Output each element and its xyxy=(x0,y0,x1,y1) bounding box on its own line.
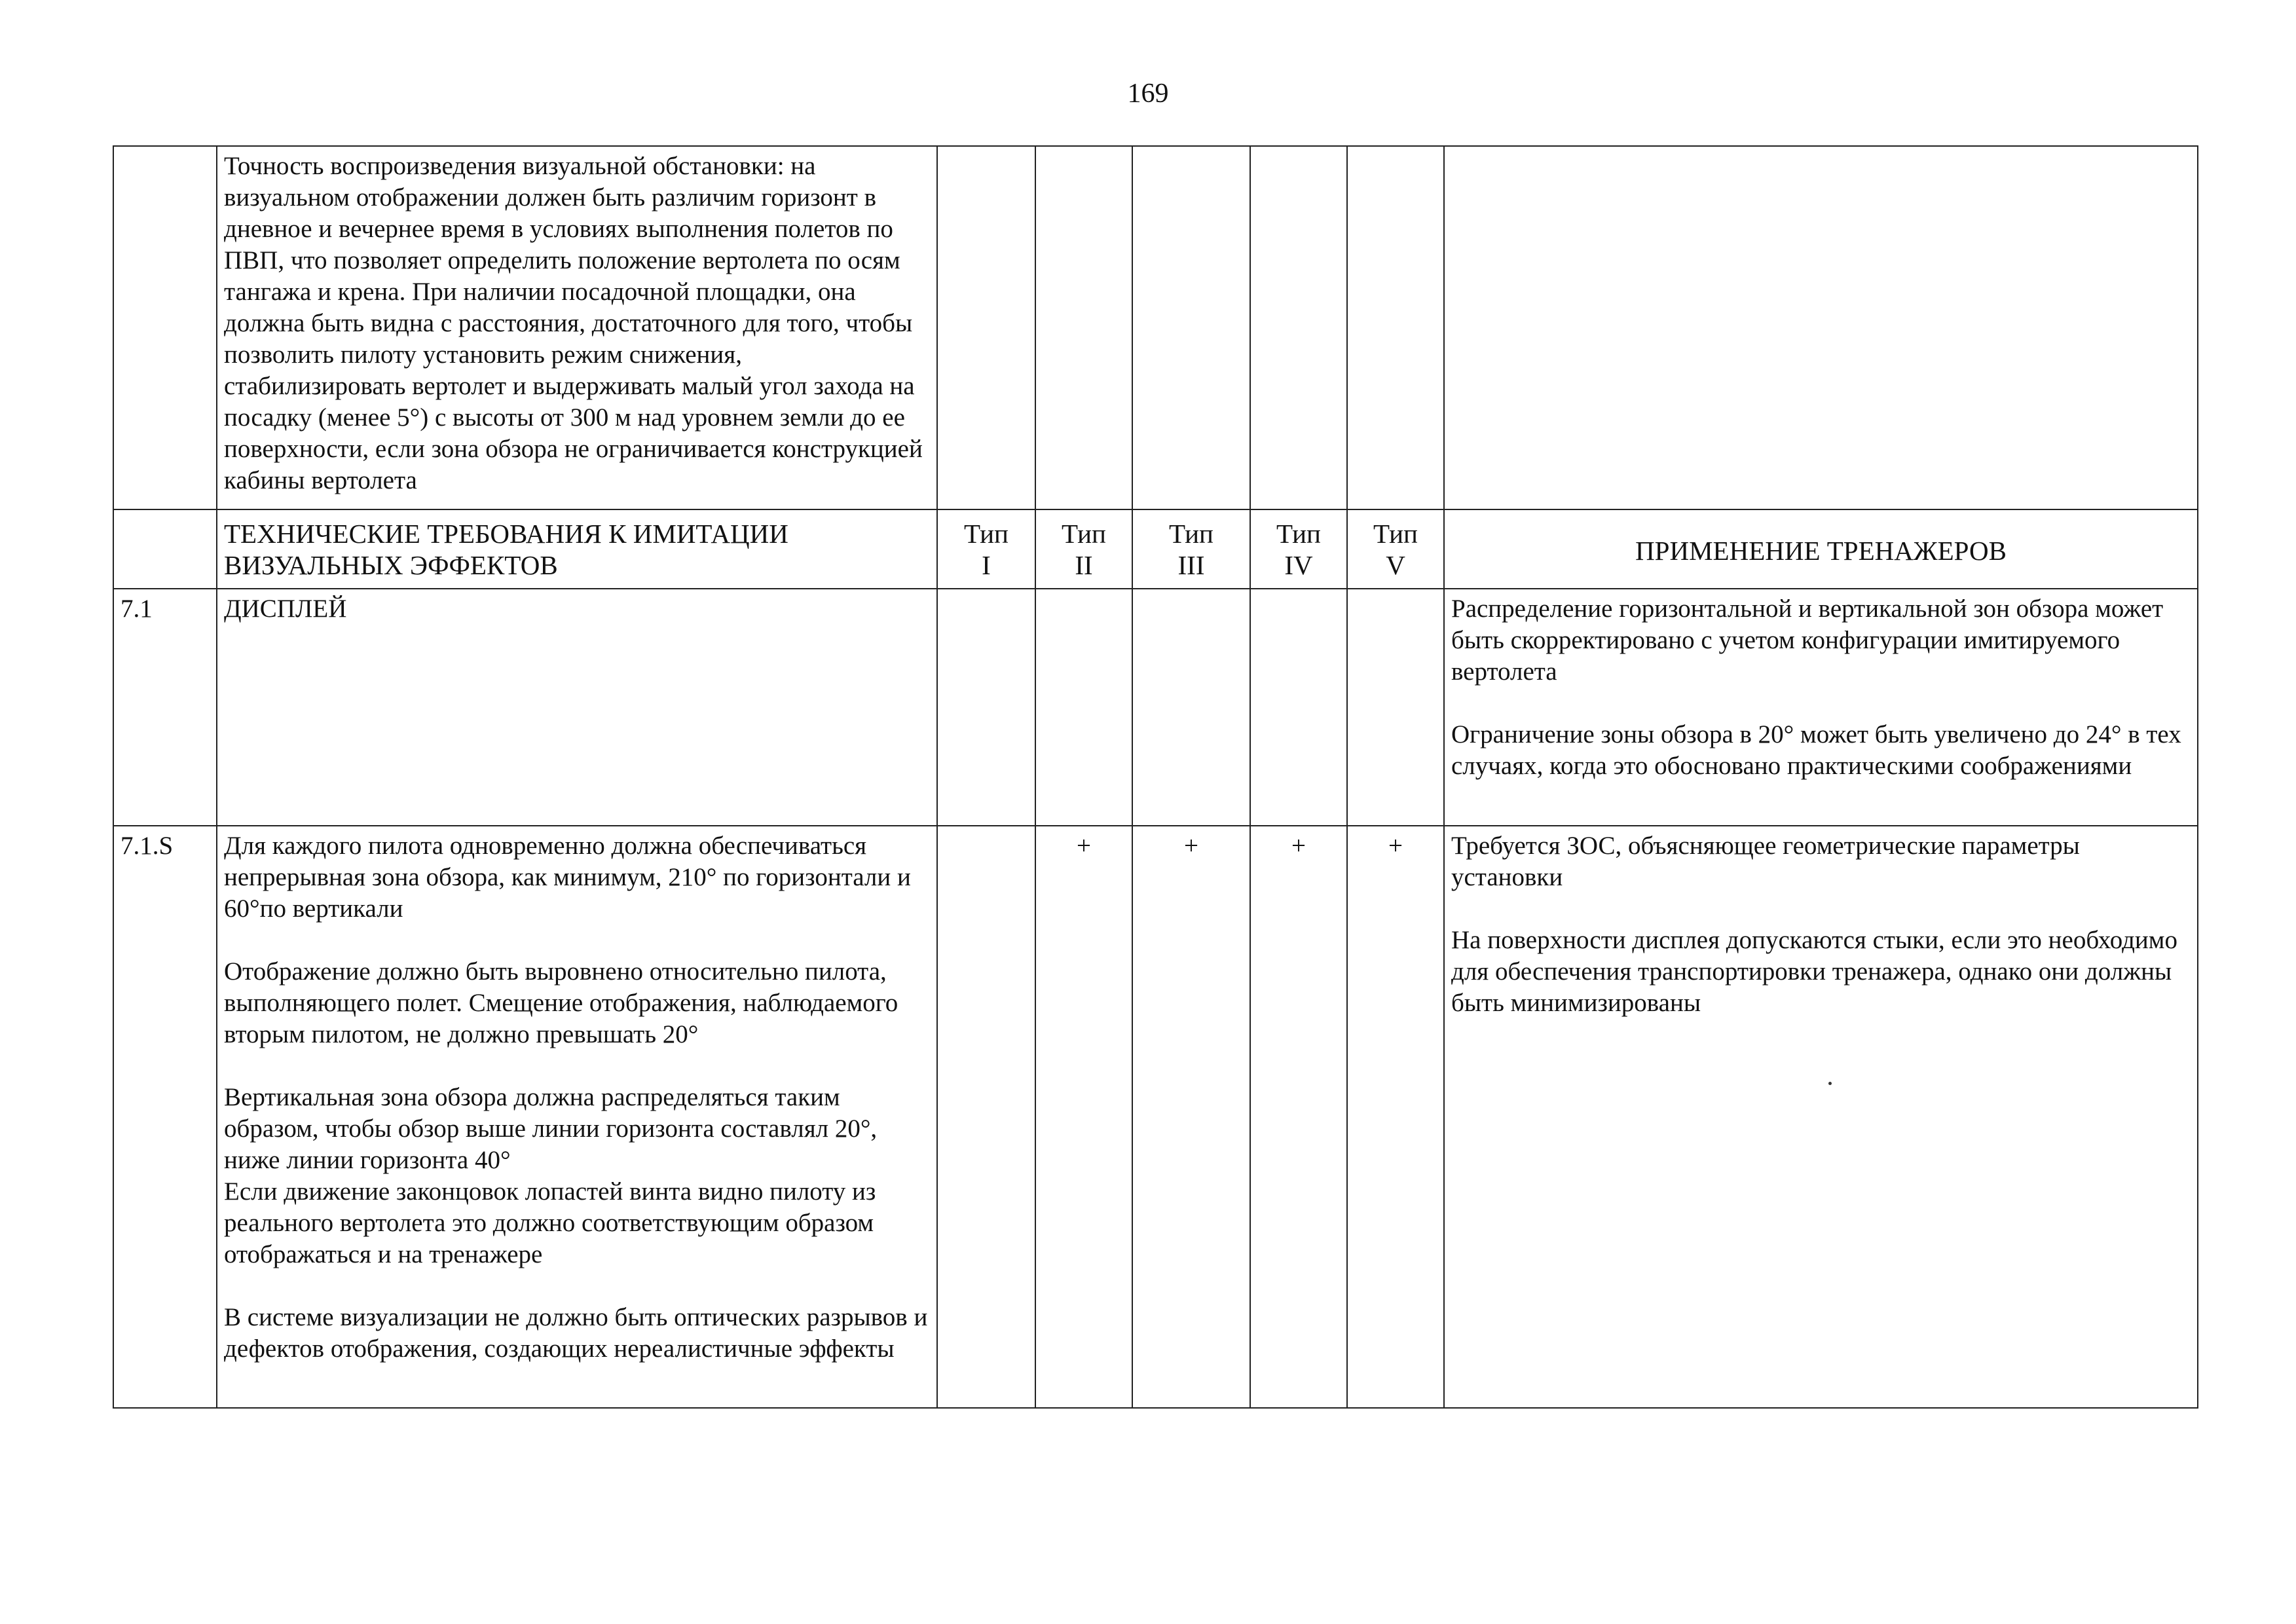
type-mark: + xyxy=(1250,826,1347,1408)
stray-dot xyxy=(1828,1082,1832,1085)
paragraph-gap xyxy=(1451,688,2191,719)
requirement-paragraph: ДИСПЛЕЙ xyxy=(224,595,347,623)
row-number: 7.1 xyxy=(113,589,217,826)
type-mark: + xyxy=(1035,826,1132,1408)
requirements-table xyxy=(113,145,2198,1409)
type-mark xyxy=(1347,589,1444,826)
intro-number-cell xyxy=(113,146,217,509)
application-cell xyxy=(1444,589,2198,826)
header-application: ПРИМЕНЕНИЕ ТРЕНАЖЕРОВ xyxy=(1444,509,2198,589)
type-mark xyxy=(937,826,1035,1408)
row-number: 7.1.S xyxy=(113,826,217,1408)
intro-application-cell xyxy=(1444,146,2198,509)
table-row xyxy=(113,826,2198,1408)
intro-text: Точность воспроизведения визуальной обстановки: на визуальном отображении должен быть различим горизонт в дневное и вечернее время в условиях выполнения полетов по ПВП, что позволяет определить положение вертолета по осям тангажа и крена. При наличии посадочной площадки, она должна быть видна с расстояния, достаточного для того, чтобы позволить пилоту установить режим снижения, стабилизировать вертолет и выдерживать малый угол захода на посадку (менее 5°) с высоты от 300 м над уровнем земли до ее поверхности, если зона обзора не ограничивается конструкцией кабины вертолета xyxy=(217,146,937,509)
intro-type-cell xyxy=(1347,146,1444,509)
table-header-row xyxy=(113,509,2198,589)
intro-type-cell xyxy=(1132,146,1250,509)
header-number-cell xyxy=(113,509,217,589)
requirement-cell xyxy=(217,826,937,1408)
paragraph-gap xyxy=(224,925,930,956)
type-mark xyxy=(937,589,1035,826)
header-type-5: Тип V xyxy=(1347,509,1444,589)
intro-type-cell xyxy=(937,146,1035,509)
intro-type-cell xyxy=(1035,146,1132,509)
header-type-4: Тип IV xyxy=(1250,509,1347,589)
type-mark xyxy=(1132,589,1250,826)
intro-type-cell xyxy=(1250,146,1347,509)
header-type-3: Тип III xyxy=(1132,509,1250,589)
application-paragraph: Ограничение зоны обзора в 20° может быть увеличено до 24° в тех случаях, когда это обосновано практическими соображениями xyxy=(1451,720,2181,780)
paragraph-gap xyxy=(224,1050,930,1082)
requirement-paragraph: Отображение должно быть выровнено относительно пилота, выполняющего полет. Смещение отображения, наблюдаемого вторым пилотом, не должно превышать 20° xyxy=(224,957,898,1048)
intro-row xyxy=(113,146,2198,509)
requirement-paragraph: Вертикальная зона обзора должна распределяться таким образом, чтобы обзор выше линии горизонта составлял 20°, ниже линии горизонта 40° Если движение законцовок лопастей винта видно пилоту из реального вертолета это должно соответствующим образом отображаться и на тренажере xyxy=(224,1083,878,1268)
application-cell xyxy=(1444,826,2198,1408)
type-mark: + xyxy=(1132,826,1250,1408)
application-paragraph: Требуется ЗОС, объясняющее геометрические параметры установки xyxy=(1451,832,2080,891)
application-paragraph: На поверхности дисплея допускаются стыки, если это необходимо для обеспечения транспортировки тренажера, однако они должны быть минимизированы xyxy=(1451,926,2177,1017)
type-mark: + xyxy=(1347,826,1444,1408)
page-number: 169 xyxy=(1127,79,1169,109)
requirement-paragraph: В системе визуализации не должно быть оптических разрывов и дефектов отображения, создающих нереалистичные эффекты xyxy=(224,1303,928,1363)
type-mark xyxy=(1035,589,1132,826)
paragraph-gap xyxy=(1451,893,2191,925)
header-type-1: Тип I xyxy=(937,509,1035,589)
requirement-cell xyxy=(217,589,937,826)
table-row xyxy=(113,589,2198,826)
application-paragraph: Распределение горизонтальной и вертикальной зон обзора может быть скорректировано с учетом конфигурации имитируемого вертолета xyxy=(1451,595,2164,686)
paragraph-gap xyxy=(224,1270,930,1302)
requirement-paragraph: Для каждого пилота одновременно должна обеспечиваться непрерывная зона обзора, как минимум, 210° по горизонтали и 60°по вертикали xyxy=(224,832,911,923)
type-mark xyxy=(1250,589,1347,826)
header-requirements: ТЕХНИЧЕСКИЕ ТРЕБОВАНИЯ К ИМИТАЦИИ ВИЗУАЛЬНЫХ ЭФФЕКТОВ xyxy=(217,509,937,589)
header-type-2: Тип II xyxy=(1035,509,1132,589)
